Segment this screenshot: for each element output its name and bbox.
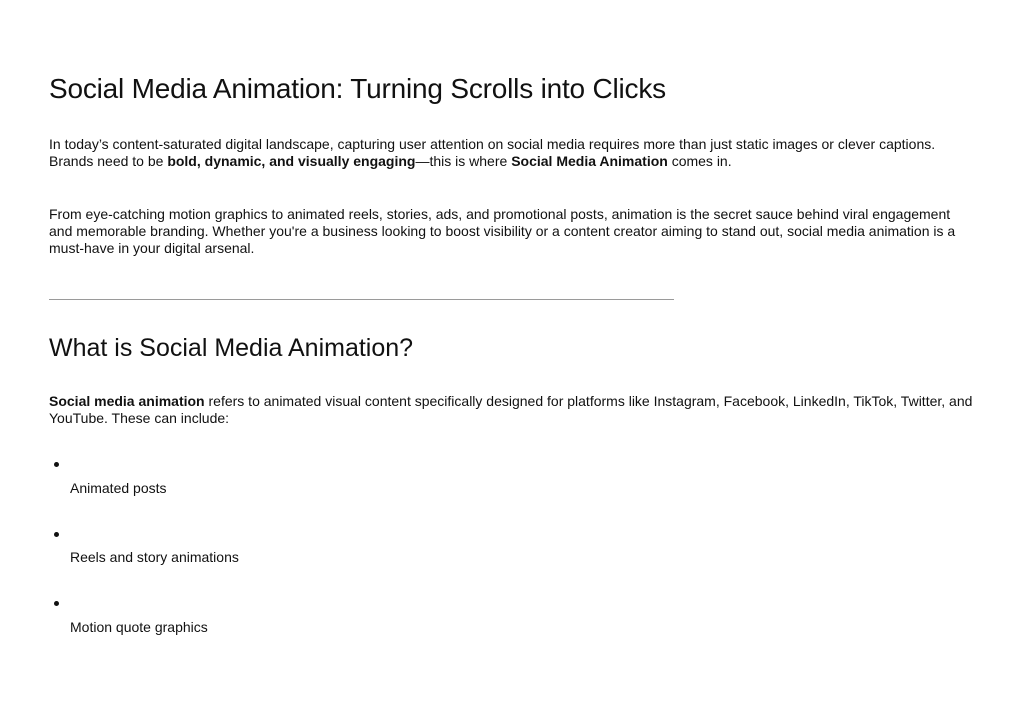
- definition-text: refers to animated visual content specifically designed for platforms like Instagram, Facebook, LinkedIn, TikTok, Twitter, and YouTube. These can include:: [49, 393, 973, 426]
- article-title: Social Media Animation: Turning Scrolls into Clicks: [49, 73, 666, 104]
- bullet-icon: [54, 532, 59, 537]
- list-item-label: Animated posts: [70, 480, 167, 496]
- bullet-icon: [54, 601, 59, 606]
- intro-bold-1: bold, dynamic, and visually engaging: [167, 153, 416, 169]
- intro-text-3: comes in.: [667, 153, 732, 169]
- intro-bold-2: Social Media Animation: [511, 153, 668, 169]
- bullet-icon: [54, 462, 59, 467]
- section-heading: What is Social Media Animation?: [49, 334, 414, 362]
- intro-paragraph: [49, 136, 949, 170]
- definition-bold: Social media animation: [49, 393, 205, 409]
- list-item-label: Reels and story animations: [70, 549, 239, 565]
- intro-text-1: In today’s content-saturated digital landscape, capturing user attention on social media requires more than just static images or clever captions. Brands need to be: [49, 136, 936, 169]
- definition-paragraph: [49, 393, 989, 427]
- second-paragraph: From eye-catching motion graphics to animated reels, stories, ads, and promotional posts, animation is the secret sauce behind viral engagement and memorable branding. Whether you're a business looking to boost visibility or a content creator aiming to stand out, social media animation is a must-have in your digital arsenal.: [49, 206, 956, 256]
- list-item-label: Motion quote graphics: [70, 619, 208, 635]
- section-divider: [49, 299, 674, 300]
- intro-text-2: —this is where: [415, 153, 512, 169]
